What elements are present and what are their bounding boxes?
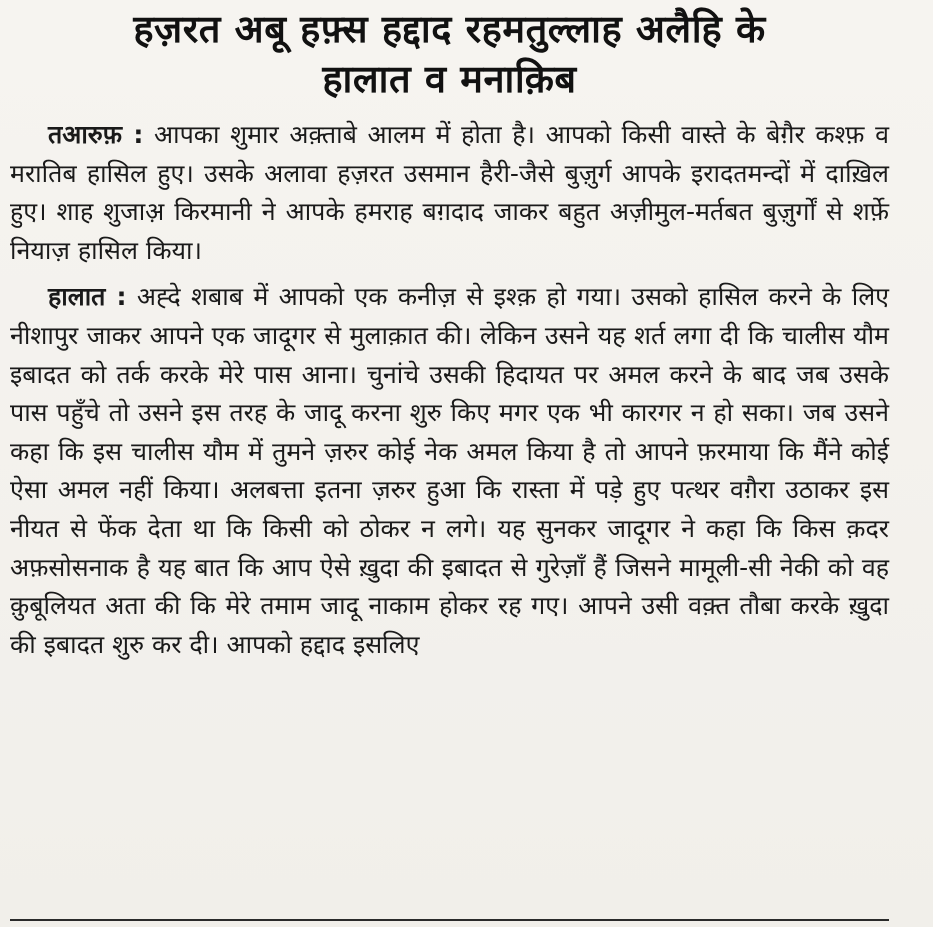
- circumstances-label: हालात :: [48, 282, 127, 312]
- circumstances-text: अह्दे शबाब में आपको एक कनीज़ से इश्क़ हो गया। उसको हासिल करने के लिए नीशापुर जाकर आपने एक जादूगर से मुलाक़ात की। लेकिन उसने यह शर्त लगा दी कि चालीस यौम इबादत को तर्क करके मेरे पास आना। चुनांचे उसकी हिदायत पर अमल करने के बाद जब उसके पास पहुँचे तो उसने इस तरह के जादू करना शुरु किए मगर एक भी कारगर न हो सका। जब उसने कहा कि इस चालीस यौम में तुमने ज़रुर कोई नेक अमल किया है तो आपने फ़रमाया कि मैंने कोई ऐसा अमल नहीं किया। अलबत्ता इतना ज़रुर हुआ कि रास्ता में पड़े हुए पत्थर वग़ैरा उठाकर इस नीयत से फेंक देता था कि किसी को ठोकर न लगे। यह सुनकर जादूगर ने कहा कि किस क़दर अफ़सोसनाक है यह बात कि आप ऐसे ख़ुदा की इबादत से गुरेज़ाँ हैं जिसने मामूली-सी नेकी को वह क़ुबूलियत अता की कि मेरे तमाम जादू नाकाम होकर रह गए। आपने उसी वक़्त तौबा करके ख़ुदा की इबादत शुरु कर दी। आपको हद्दाद इसलिए: [10, 282, 889, 659]
- title-line-2: हालात व मनाक़िब: [322, 57, 577, 101]
- title-line-1: हज़रत अबू हफ़्स हद्दाद रहमतुल्लाह अलैहि के: [133, 7, 766, 51]
- introduction-paragraph: [10, 116, 889, 270]
- circumstances-paragraph: [10, 278, 889, 664]
- introduction-text: आपका शुमार अक़्ताबे आलम में होता है। आपको किसी वास्ते के बेग़ैर कश्फ़ व मरातिब हासिल हुए। उसके अलावा हज़रत उसमान हैरी-जैसे बुज़ुर्ग आपके इरादतमन्दों में दाख़िल हुए। शाह शुजाअ़ किरमानी ने आपके हमराह बग़दाद जाकर बहुत अज़ीमुल-मर्तबत बुज़ुर्गों से शर्फ़े नियाज़ हासिल किया।: [10, 120, 889, 265]
- bottom-rule: [10, 919, 889, 921]
- introduction-label: तआरुफ़ :: [48, 120, 144, 149]
- page-title: [10, 4, 889, 104]
